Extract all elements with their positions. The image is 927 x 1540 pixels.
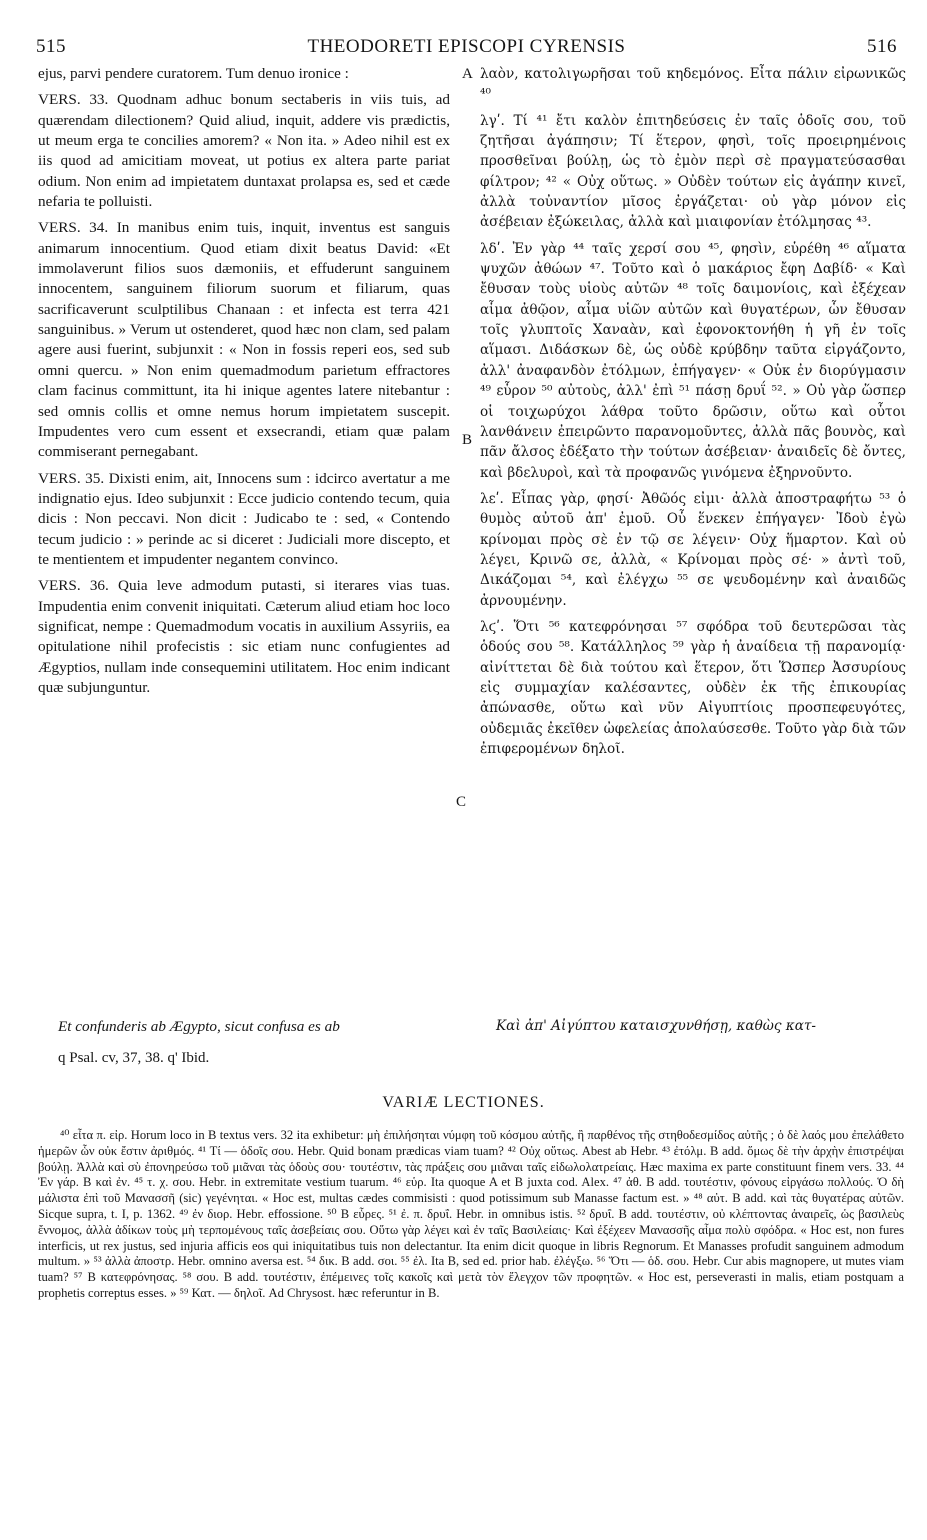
latin-paragraph: VERS. 35. Dixisti enim, ait, Innocens sum : idcirco avertatur a me indignatio ejus. Ideo subjunxit : Ecce judicio contendo tecum, quia dicis : Non peccavi. Non dicit : Judicabo te : sed, « Contendo tecum judicio : » perinde ac si diceret : Judiciali more discepto, et te mentientem et impudenter negantem convinco. (38, 469, 450, 568)
greek-paragraph: λδʹ. Ἐν γὰρ ⁴⁴ ταῖς χερσί σου ⁴⁵, φησὶν, εὑρέθη ⁴⁶ αἵματα ψυχῶν ἀθώων ⁴⁷. Τοῦτο καὶ ὁ μακάριος ἔφη Δαβίδ· « Καὶ ἔθυσαν τοὺς υἱοὺς αὐτῶν ⁴⁸ τοῖς δαιμονίοις, καὶ ἐξέχεαν αἷμα ἀθῷον, αἷμα υἱῶν αὐτῶν καὶ θυγατέρων, ὧν ἔθυσαν τοῖς γλυπτοῖς Χαναὰν, καὶ ἐφονοκτονήθη ἡ γῆ ἐν τοῖς αἵμασι. Διδάσκων δὲ, ὡς οὐδὲ κρύβδην ταῦτα εἰργάζοντο, ἀλλ' ἀναφανδὸν ἐτόλμων, ἐπήγαγεν· « Οὐκ ἐν διορύγμασιν ⁴⁹ εὗρον ⁵⁰ αὐτοὺς, ἀλλ' ἐπὶ ⁵¹ πάσῃ δρυΐ ⁵². » Οὐ γὰρ ὥσπερ οἱ τοιχωρύχοι λάθρα τοῦτο δρῶσιν, οὕτω καὶ οὗτοι λανθάνειν ἐπειρῶντο παρανομοῦντες, ἀλλὰ πᾶς βουνὸς, καὶ πᾶν ἄλσος ἐδέξατο τὴν τούτων ἀσέβειαν· ἀναιδεῖς δὲ ὄντες, καὶ βδελυροὶ, καὶ τὰ προφανῶς γινόμενα ἐξηρνοῦντο. (480, 240, 906, 481)
latin-paragraph: VERS. 33. Quodnam adhuc bonum sectaberis in viis tuis, ad quærendam dilectionem? Quid aliud, inquit, addere vis prædictis, ut meum erga te concilies amorem? « Non ita. » Adeo nihil est ex iis quod ad amicitiam moveat, ut potius ex altera parte pariat odium. Non enim ad impietatem duntaxat prolapsa es, sed et cæde nefaria te polluisti. (38, 91, 450, 211)
variae-lectiones (38, 1128, 904, 1302)
margin-letter-a: A (462, 66, 473, 82)
page-header (36, 36, 897, 62)
latin-paragraph: ejus, parvi pendere curatorem. Tum denuo ironice : (38, 65, 349, 82)
page-number-left: 515 (36, 36, 66, 57)
greek-paragraph: λϛʹ. Ὅτι ⁵⁶ κατεφρόνησαι ⁵⁷ σφόδρα τοῦ δευτερῶσαι τὰς ὁδούς σου ⁵⁸. Κατάλληλος ⁵⁹ γὰρ ἡ ἀναίδεια τῇ παρανομίᾳ· αἰνίττεται δὲ διὰ τούτου καὶ ἕτερον, ὅτι Ὥσπερ Ἀσσυρίους εἰς συμμαχίαν καλέσαντες, οὐδὲν ἐκ τῆς ἐπικουρίας ἀπώνασθε, οὕτω καὶ νῦν Αἰγυπτίοις προσπεφευγότες, οὐδεμιᾶς ἐκεῖθεν ὠφελείας ἀπολαύσεσθε. Τοῦτο γὰρ διὰ τῶν ἐπιφερομένων δηλοῖ. (480, 618, 906, 757)
latin-continuation-line: Et confunderis ab Ægypto, sicut confusa es ab (58, 1018, 340, 1035)
latin-paragraph: VERS. 36. Quia leve admodum putasti, si iterares vias tuas. Impudentia enim convenit iniquitati. Cæterum aliud etiam hoc loco significat, nempe : Quemadmodum vocatis in auxilium Assyriis, ea opitulatione nihil profecistis : sic etiam nunc confugientes ad Ægyptios, nullam inde consequemini utilitatem. Hoc enim indicant quæ subjunguntur. (38, 577, 450, 696)
greek-paragraph: λαὸν, κατολιγωρῆσαι τοῦ κηδεμόνος. Εἶτα πάλιν εἰρωνικῶς ⁴⁰ (480, 66, 906, 103)
running-title: THEODORETI EPISCOPI CYRENSIS (307, 36, 626, 57)
greek-paragraph: λεʹ. Εἶπας γὰρ, φησί· Ἀθῶός εἰμι· ἀλλὰ ἀποστραφήτω ⁵³ ὁ θυμὸς αὐτοῦ ἀπ' ἐμοῦ. Οὗ ἕνεκεν ἐπήγαγεν· Ἰδοὺ ἐγὼ κρίνομαι πρὸς σὲ ἐν τῷ σε λέγειν· Οὐχ ἥμαρτον. Καὶ οὐ λέγει, Κρινῶ σε, ἀλλὰ, « Κρίνομαι πρὸς σέ· » ἀντὶ τοῦ, Δικάζομαι ⁵⁴, καὶ ἐλέγχω ⁵⁵ σε ψευδομένην καὶ ἀναιδῶς ἀρνουμένην. (480, 490, 906, 609)
greek-continuation-line: Καὶ ἀπ' Αἰγύπτου καταισχυνθήσῃ, καθὼς κατ- (496, 1018, 816, 1034)
margin-letter-b: B (462, 432, 473, 448)
latin-column (38, 64, 450, 704)
margin-letter-c: C (456, 794, 467, 810)
page-number-right: 516 (867, 36, 897, 57)
greek-paragraph: λγʹ. Τί ⁴¹ ἔτι καλὸν ἐπιτηδεύσεις ἐν ταῖς ὁδοῖς σου, τοῦ ζητῆσαι ἀγάπησιν; Τί ἕτερον, φησὶ, τοῖς προειρημένοις προσθεῖναι βούλῃ, ὡς τὸ ἐμὸν περὶ σὲ πραγματεύσασθαι φίλτρον; ⁴² « Οὐχ οὕτως. » Οὐδὲν τούτων εἰς ἀγάπην κινεῖ, ἀλλὰ τοὐναντίον μῖσος ἐργάζεται· οὐ γὰρ μόνον εἰς ἀσέβειαν ἐξώκειλας, ἀλλὰ καὶ μιαιφονίαν ἐτόλμησας ⁴³. (480, 112, 906, 231)
latin-paragraph: VERS. 34. In manibus enim tuis, inquit, inventus est sanguis animarum innocentium. Quod etiam dixit beatus David: «Et immolaverunt filios suos dæmoniis, et effuderunt sanguinem innocentem, sanguinem filiorum suorum et filiarum, quas sacrificaverunt sculptilibus Chanaan : et infecta est terra 421 sanguinibus. » Verum ut ostenderet, quod hæc non clam, sed palam agere ausi fuerint, subjunxit : « Non in fossis reperi eos, sed sub omni quercu. » Non enim quemadmodum parietum effractores clam facinus committunt, ita hi inique agentes latere nitebantur : sed omnis collis et omne nemus horum impietatem suscepit. Impudentes vero cum essent et exsecrandi, etiam quæ palam commiserant pernegabant. (38, 219, 450, 461)
scripture-footnote: q Psal. cv, 37, 38. q' Ibid. (58, 1050, 210, 1066)
variae-text: ⁴⁰ εἶτα π. εἰρ. Horum loco in B textus vers. 32 ita exhibetur: μὴ ἐπιλήσηται νύμφη τοῦ κόσμου αὐτῆς, ἢ παρθένος τῆς στηθοδεσμίδος αὐτῆς ; ὁ δὲ λαός μου ἐπελάθετο ἡμερῶν ὧν οὐκ ἔστιν ἀριθμός. ⁴¹ Τί — ὁδοῖς σου. Hebr. Quid bonam prædicas viam tuam? ⁴² Οὐχ οὕτως. Abest ab Hebr. ⁴³ ἐτόλμ. B add. ὅμως δὲ τὴν ἀρχὴν ἐπιστρέψαι βούλῃ. Ἀλλὰ καὶ σὺ ἐπονηρεύσω τοῦ μιᾶναι τὰς ὁδοὺς σου· τουτέστιν, τὰς πράξεις σου μιᾶναι ταῖς εἰδωλολατρείαις. Hæc maxima ex parte constituunt finem vers. 33. ⁴⁴ Ἐν γάρ. B καὶ ἐν. ⁴⁵ τ. χ. σου. Hebr. in extremitate vestium tuarum. ⁴⁶ εὑρ. Ita quoque A et B juxta cod. Alex. ⁴⁷ ἀθ. B add. τουτέστιν, φόνους εἰργάσω πολλούς. Ὁ δὴ μάλιστα ἐπὶ τοῦ Μανασσῆ (sic) γεγένηται. « Hoc est, multas cædes commisisti : quod potissimum sub Manasse factum est. » ⁴⁸ αὐτ. B add. καὶ τὰς θυγατέρας αὐτῶν. Sicque supra, t. I, p. 1362. ⁴⁹ ἐν διορ. Hebr. effossione. ⁵⁰ B εὗρες. ⁵¹ ἐ. π. δρυΐ. Hebr. in omnibus istis. ⁵² δρυΐ. B add. τουτέστιν, οὐ κλέπτοντας ἀναιρεῖς, ὡς βασιλεὺς ἔννομος, ἀλλὰ ἀδίκων τοὺς μὴ τερπομένους ταῖς ἀσεβείαις σου. Οὕτω γὰρ λέγει καὶ ἐν ταῖς Βασιλείαις· Καὶ ἐξέχεεν Μανασσῆς αἷμα πολὺ σφόδρα. « Hoc est, non fures interficis, ut rex justus, sed injuria afficis eos qui iniquitatibus tuis non delectantur. Ita enim dicit quoque in libris Regnorum. Et Manasses profudit sanguinem admodum multum. » ⁵³ ἀλλὰ ἀποστρ. Hebr. omnino aversa est. ⁵⁴ δικ. B add. σοι. ⁵⁵ ἐλ. Ita B, sed ed. prior hab. ἐλέγξω. ⁵⁶ Ὅτι — ὁδ. σου. Hebr. Cur abis magnopere, ut mutes viam tuam? ⁵⁷ B κατεφρόνησας. ⁵⁸ σου. B add. τουτέστιν, ἐπέμεινες τοῖς κακοῖς καὶ μετὰ τὸν ἔλεγχον τῶν προφητῶν. « Hoc est, perseverasti in malis, etiam postquam a prophetis correptus esses. » ⁵⁹ Κατ. — δηλοῖ. Ad Chrysost. hæc referuntur in B. (38, 1128, 904, 1300)
variae-lectiones-title: VARIÆ LECTIONES. (382, 1094, 545, 1111)
greek-column (480, 64, 906, 765)
